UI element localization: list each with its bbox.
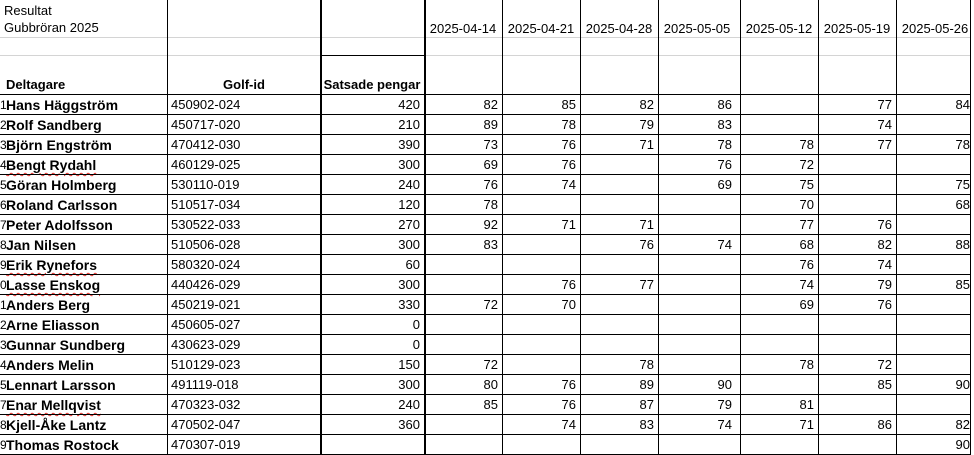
participant-name[interactable]: Peter Adolfsson — [6, 217, 113, 233]
score-cell[interactable]: 90 — [717, 377, 732, 392]
score-cell[interactable]: 90 — [955, 437, 970, 452]
score-cell[interactable]: 76 — [877, 217, 892, 232]
score-cell[interactable]: 76 — [561, 277, 576, 292]
title-line-2[interactable]: Gubbröran 2025 — [4, 20, 99, 35]
row-number: 0 — [0, 278, 7, 292]
score-cell[interactable]: 80 — [483, 377, 498, 392]
date-header[interactable]: 2025-05-12 — [745, 21, 813, 36]
date-header[interactable]: 2025-05-19 — [823, 21, 891, 36]
participant-name[interactable] — [0, 156, 166, 174]
column-border — [658, 0, 659, 455]
golf-id-cell[interactable]: 510506-028 — [171, 237, 241, 252]
score-cell[interactable]: 84 — [955, 97, 970, 112]
row-border — [0, 134, 971, 135]
score-cell[interactable]: 76 — [561, 137, 576, 152]
participant-name[interactable]: Göran Holmberg — [6, 177, 117, 193]
row-number: 9 — [0, 438, 7, 452]
score-cell[interactable]: 72 — [483, 297, 498, 312]
header-stake[interactable]: Satsade pengar — [323, 77, 421, 92]
row-border — [0, 414, 971, 415]
stake-cell[interactable]: 330 — [398, 297, 420, 312]
score-cell[interactable]: 77 — [877, 97, 892, 112]
score-cell[interactable]: 77 — [799, 217, 814, 232]
score-cell[interactable]: 77 — [877, 137, 892, 152]
participant-name-text: Bengt Rydahl — [6, 157, 97, 173]
golf-id-cell[interactable]: 470323-032 — [171, 397, 241, 412]
row-number: 1 — [0, 298, 7, 312]
header-border — [320, 55, 424, 56]
row-border — [0, 354, 971, 355]
row-number: 9 — [0, 258, 7, 272]
score-cell[interactable]: 90 — [955, 377, 970, 392]
score-cell[interactable]: 68 — [799, 237, 814, 252]
score-cell[interactable]: 82 — [955, 417, 970, 432]
score-cell[interactable]: 77 — [639, 277, 654, 292]
golf-id-cell[interactable]: 510129-023 — [171, 357, 241, 372]
score-cell[interactable]: 73 — [483, 137, 498, 152]
row-border — [0, 314, 971, 315]
stake-cell[interactable]: 300 — [398, 237, 420, 252]
score-cell[interactable]: 74 — [561, 177, 576, 192]
score-cell[interactable]: 78 — [561, 117, 576, 132]
column-border — [580, 0, 581, 455]
row-number: 8 — [0, 238, 7, 252]
score-cell[interactable]: 70 — [799, 197, 814, 212]
row-border — [0, 174, 971, 175]
score-cell[interactable]: 76 — [561, 377, 576, 392]
score-cell[interactable]: 72 — [799, 157, 814, 172]
golf-id-cell[interactable]: 470307-019 — [171, 437, 241, 452]
participant-name[interactable]: Arne Eliasson — [6, 317, 100, 333]
participant-name[interactable] — [0, 396, 166, 414]
score-cell[interactable]: 86 — [877, 417, 892, 432]
stake-cell[interactable]: 390 — [398, 137, 420, 152]
row-number: 2 — [0, 318, 7, 332]
score-cell[interactable]: 76 — [799, 257, 814, 272]
participant-name[interactable]: Roland Carlsson — [6, 197, 118, 213]
gridline — [0, 55, 971, 56]
score-cell[interactable]: 71 — [561, 217, 576, 232]
stake-cell[interactable]: 150 — [398, 357, 420, 372]
golf-id-cell[interactable]: 491119-018 — [171, 377, 239, 392]
participant-name[interactable]: Anders Melin — [6, 357, 94, 373]
score-cell[interactable]: 74 — [877, 117, 892, 132]
row-number: 1 — [0, 98, 7, 112]
column-border — [167, 0, 168, 455]
row-border — [0, 194, 971, 195]
row-number: 7 — [0, 398, 7, 412]
score-cell[interactable]: 70 — [561, 297, 576, 312]
column-border — [896, 0, 897, 455]
score-cell[interactable]: 75 — [799, 177, 814, 192]
score-cell[interactable]: 78 — [799, 357, 814, 372]
score-cell[interactable]: 85 — [877, 377, 892, 392]
golf-id-cell[interactable]: 470502-047 — [171, 417, 241, 432]
row-number: 4 — [0, 358, 7, 372]
score-cell[interactable]: 74 — [717, 237, 732, 252]
score-cell[interactable]: 71 — [639, 217, 654, 232]
golf-id-cell[interactable]: 470412-030 — [171, 137, 241, 152]
header-golf-id[interactable]: Golf-id — [223, 77, 265, 92]
score-cell[interactable]: 76 — [483, 177, 498, 192]
golf-id-cell[interactable]: 580320-024 — [171, 257, 241, 272]
score-cell[interactable]: 79 — [639, 117, 654, 132]
row-number: 5 — [0, 378, 7, 392]
score-cell[interactable]: 83 — [717, 117, 732, 132]
stake-cell[interactable]: 300 — [398, 377, 420, 392]
row-border — [0, 214, 971, 215]
golf-id-cell[interactable]: 430623-029 — [171, 337, 241, 352]
score-cell[interactable]: 89 — [639, 377, 654, 392]
row-border — [0, 434, 971, 435]
date-header[interactable]: 2025-05-26 — [901, 21, 969, 36]
score-cell[interactable]: 74 — [561, 417, 576, 432]
stake-cell[interactable]: 0 — [412, 317, 420, 332]
header-participant[interactable]: Deltagare — [6, 77, 66, 92]
stake-cell[interactable]: 60 — [405, 257, 420, 272]
row-border — [0, 234, 971, 235]
stake-cell[interactable]: 270 — [398, 217, 420, 232]
golf-id-cell[interactable]: 530110-019 — [171, 177, 240, 192]
golf-id-cell[interactable]: 450717-020 — [171, 117, 241, 132]
column-border — [320, 0, 322, 455]
column-border — [740, 0, 741, 455]
row-border — [0, 294, 971, 295]
score-cell[interactable]: 88 — [955, 237, 970, 252]
row-border — [0, 374, 971, 375]
golf-id-cell[interactable]: 440426-029 — [171, 277, 241, 292]
score-cell[interactable]: 92 — [483, 217, 498, 232]
participant-name-text: Lasse Enskog — [6, 277, 101, 293]
row-number: 8 — [0, 418, 7, 432]
score-cell[interactable]: 78 — [639, 357, 654, 372]
participant-name[interactable]: Björn Engström — [6, 137, 112, 153]
participant-name-text: Enar Mellqvist — [6, 397, 101, 413]
score-cell[interactable]: 79 — [717, 397, 732, 412]
row-border — [0, 334, 971, 335]
row-number: 3 — [0, 138, 7, 152]
score-cell[interactable]: 72 — [483, 357, 498, 372]
score-cell[interactable]: 79 — [877, 277, 892, 292]
score-cell[interactable]: 74 — [717, 417, 732, 432]
date-header[interactable]: 2025-04-21 — [507, 21, 575, 36]
participant-name[interactable]: Jan Nilsen — [6, 237, 77, 253]
date-header[interactable]: 2025-04-28 — [585, 21, 653, 36]
score-cell[interactable]: 78 — [717, 137, 732, 152]
score-cell[interactable]: 72 — [877, 357, 892, 372]
stake-cell[interactable]: 300 — [398, 157, 420, 172]
score-cell[interactable]: 81 — [799, 397, 814, 412]
golf-id-cell[interactable]: 450219-021 — [171, 297, 241, 312]
row-border — [0, 94, 971, 95]
participant-name[interactable]: Thomas Rostock — [6, 437, 119, 453]
score-cell[interactable]: 89 — [483, 117, 498, 132]
score-cell[interactable]: 78 — [799, 137, 814, 152]
row-border — [0, 154, 971, 155]
score-cell[interactable]: 85 — [483, 397, 498, 412]
score-cell[interactable]: 85 — [955, 277, 970, 292]
column-border — [818, 0, 819, 455]
column-border — [970, 0, 971, 455]
score-cell[interactable]: 69 — [483, 157, 498, 172]
gridline — [0, 37, 971, 38]
score-cell[interactable]: 71 — [639, 137, 654, 152]
score-cell[interactable]: 71 — [799, 417, 814, 432]
score-cell[interactable]: 74 — [799, 277, 814, 292]
stake-cell[interactable]: 120 — [398, 197, 420, 212]
stake-cell[interactable]: 0 — [412, 337, 420, 352]
score-cell[interactable]: 87 — [639, 397, 654, 412]
participant-name-text: Erik Rynefors — [6, 257, 98, 273]
row-border — [0, 114, 971, 115]
row-border — [0, 254, 971, 255]
score-cell[interactable]: 76 — [877, 297, 892, 312]
score-cell[interactable]: 82 — [877, 237, 892, 252]
date-header[interactable]: 2025-04-14 — [429, 21, 497, 36]
participant-name[interactable]: Kjell-Åke Lantz — [6, 417, 107, 433]
stake-cell[interactable]: 300 — [398, 277, 420, 292]
score-cell[interactable]: 69 — [717, 177, 732, 192]
score-cell[interactable]: 76 — [561, 397, 576, 412]
participant-name[interactable] — [0, 276, 166, 294]
score-cell[interactable]: 78 — [483, 197, 498, 212]
row-number: 7 — [0, 218, 7, 232]
column-border — [502, 0, 503, 455]
participant-name[interactable]: Gunnar Sundberg — [6, 337, 125, 353]
golf-id-cell[interactable]: 510517-034 — [171, 197, 241, 212]
row-number: 5 — [0, 178, 7, 192]
participant-name[interactable]: Lennart Larsson — [6, 377, 116, 393]
score-cell[interactable]: 86 — [717, 97, 732, 112]
stake-cell[interactable]: 240 — [398, 177, 420, 192]
date-header[interactable]: 2025-05-05 — [663, 21, 731, 36]
score-cell[interactable]: 68 — [955, 197, 970, 212]
score-cell[interactable]: 76 — [717, 157, 732, 172]
score-cell[interactable]: 85 — [561, 97, 576, 112]
row-number: 4 — [0, 158, 7, 172]
participant-name[interactable]: Anders Berg — [6, 297, 91, 313]
stake-cell[interactable]: 210 — [398, 117, 420, 132]
stake-cell[interactable]: 420 — [398, 97, 420, 112]
golf-id-cell[interactable]: 450605-027 — [171, 317, 241, 332]
score-cell[interactable]: 83 — [483, 237, 498, 252]
row-number: 6 — [0, 198, 7, 212]
row-number: 2 — [0, 118, 7, 132]
score-cell[interactable]: 75 — [955, 177, 970, 192]
column-border — [424, 0, 426, 455]
row-border — [0, 274, 971, 275]
stake-cell[interactable]: 240 — [398, 397, 420, 412]
title-line-1[interactable]: Resultat — [4, 3, 52, 18]
score-cell[interactable]: 76 — [561, 157, 576, 172]
row-number: 3 — [0, 338, 7, 352]
score-cell[interactable]: 83 — [639, 417, 654, 432]
score-cell[interactable]: 82 — [483, 97, 498, 112]
participant-name[interactable]: Hans Häggström — [6, 97, 119, 113]
participant-name[interactable] — [0, 256, 166, 274]
stake-cell[interactable]: 360 — [398, 417, 420, 432]
golf-id-cell[interactable]: 450902-024 — [171, 97, 241, 112]
score-cell[interactable]: 76 — [639, 237, 654, 252]
golf-id-cell[interactable]: 530522-033 — [171, 217, 241, 232]
golf-id-cell[interactable]: 460129-025 — [171, 157, 241, 172]
score-cell[interactable]: 78 — [955, 137, 970, 152]
score-cell[interactable]: 74 — [877, 257, 892, 272]
row-border — [0, 394, 971, 395]
score-cell[interactable]: 69 — [799, 297, 814, 312]
score-cell[interactable]: 82 — [639, 97, 654, 112]
participant-name[interactable]: Rolf Sandberg — [6, 117, 102, 133]
